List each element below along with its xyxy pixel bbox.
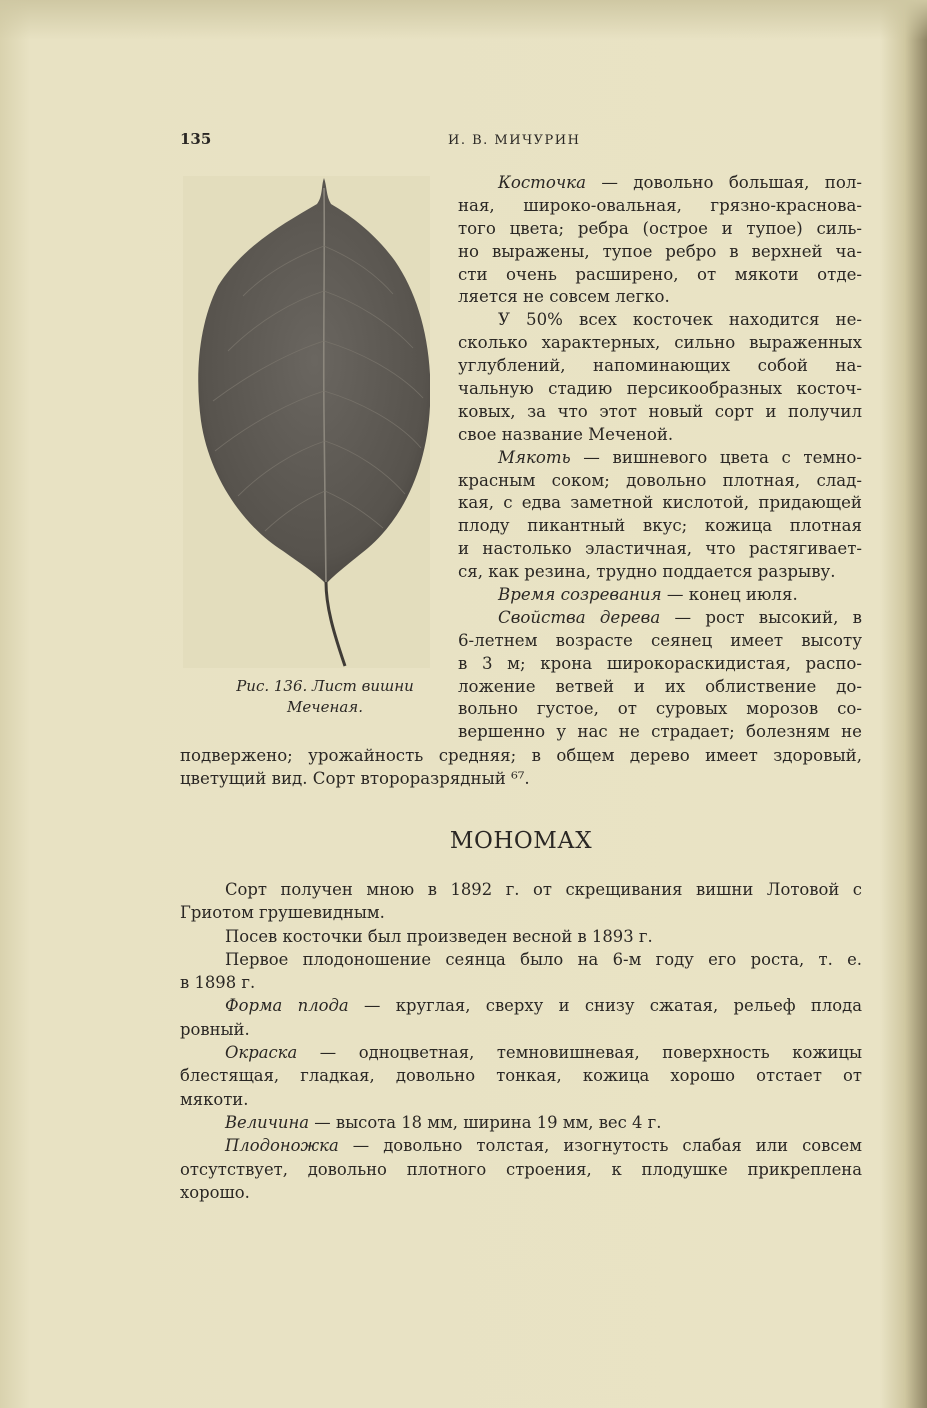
term-forma-ploda: Форма плода (225, 996, 349, 1016)
text-line: Окраска — одноцветная, темновишневая, поверхность кожицы (225, 1043, 862, 1063)
section-heading: МОНОМАХ (449, 828, 593, 854)
text-line: в 3 м; крона широкораскидистая, распо- (458, 653, 862, 673)
text-line: ровный. (180, 1019, 250, 1039)
text-line: Величина — высота 18 мм, ширина 19 мм, вес 4 г. (225, 1112, 662, 1132)
right-column-text (458, 172, 862, 744)
text-line: Форма плода — круглая, сверху и снизу сжатая, рельеф плода (225, 996, 863, 1016)
text-line: ся, как резина, трудно поддается разрыву. (458, 562, 836, 582)
text-line: ная, широко-овальная, грязно-краснова- (458, 195, 862, 215)
text-line: Свойства дерева — рост высокий, в (498, 607, 863, 627)
text-line: ложение ветвей и их облиствение до- (458, 676, 862, 696)
term-svoystva-dereva: Свойства дерева (498, 607, 661, 627)
page-edge-shadow (0, 0, 927, 40)
leaf-petiole (326, 582, 345, 666)
text-line: отсутствует, довольно плотного строения, к плодушке прикреплена (180, 1159, 862, 1179)
text-line: свое название Меченой. (458, 424, 674, 444)
text-line: ляется не совсем легко. (458, 287, 670, 307)
text-line: кая, с едва заметной кислотой, придающей (458, 493, 862, 513)
text-line: чальную стадию персикообразных косточ- (458, 379, 862, 399)
text-line: цветущий вид. Сорт второразрядный ⁶⁷. (180, 769, 530, 788)
figure-caption (190, 676, 460, 718)
text-line: блестящая, гладкая, довольно тонкая, кожица хорошо отстает от (180, 1066, 862, 1086)
leaf-illustration (183, 176, 430, 668)
text-line: Косточка — довольно большая, пол- (498, 173, 862, 192)
text-line: Сорт получен мною в 1892 г. от скрещивания вишни Лотовой с (225, 880, 862, 899)
text-line: но выражены, тупое ребро в верхней ча- (458, 241, 862, 261)
text-line: того цвета; ребра (острое и тупое) силь- (458, 218, 862, 238)
text-line: сти очень расширено, от мякоти отде- (458, 264, 862, 284)
caption-line: Меченая. (287, 698, 363, 716)
text-line: Гриотом грушевидным. (180, 903, 385, 923)
text-line: Первое плодоношение сеянца было на 6-м году его роста, т. е. (225, 949, 862, 969)
term-vremya-sozrevaniya: Время созревания (498, 585, 662, 605)
text-line: Плодоножка — довольно толстая, изогнутость слабая или совсем (225, 1136, 862, 1156)
page-number: 135 (180, 130, 212, 148)
text-line: плоду пикантный вкус; кожица плотная (458, 516, 862, 536)
text-line: Посев косточки был произведен весной в 1893 г. (225, 926, 653, 946)
term-kostochka: Косточка (498, 173, 586, 192)
text-line: мякоти. (180, 1089, 249, 1109)
text-line: красным соком; довольно плотная, слад- (458, 470, 862, 490)
caption-line: Рис. 136. Лист вишни (236, 677, 414, 695)
text-line: ковых, за что этот новый сорт и получил (458, 401, 862, 421)
term-myakot: Мякоть (498, 447, 571, 467)
text-line: 6-летнем возрасте сеянец имеет высоту (458, 630, 862, 650)
text-line: сколько характерных, сильно выраженных (458, 333, 862, 353)
term-plodonozhka: Плодоножка (225, 1136, 339, 1156)
section-body (180, 878, 862, 1204)
term-velichina: Величина (225, 1112, 310, 1132)
text-line: в 1898 г. (180, 973, 256, 993)
text-line: Время созревания — конец июля. (498, 585, 798, 605)
text-line: Мякоть — вишневого цвета с темно- (498, 447, 862, 467)
full-width-continuation (180, 744, 862, 790)
text-line: подвержено; урожайность средняя; в общем дерево имеет здоровый, (180, 746, 862, 765)
text-line: хорошо. (180, 1182, 250, 1202)
running-title: И. В. МИЧУРИН (448, 133, 581, 148)
cherry-leaf-image (183, 176, 430, 668)
text-line: углублений, напоминающих собой на- (458, 356, 862, 376)
text-line: У 50% всех косточек находится не- (498, 310, 862, 330)
text-line: вольно густое, от суровых морозов со- (458, 699, 862, 719)
text-line: и настолько эластичная, что растягивает- (458, 539, 862, 559)
text-line: вершенно у нас не страдает; болезням не (458, 722, 862, 742)
leaf-blade (198, 178, 430, 584)
term-okraska: Окраска (225, 1043, 298, 1063)
